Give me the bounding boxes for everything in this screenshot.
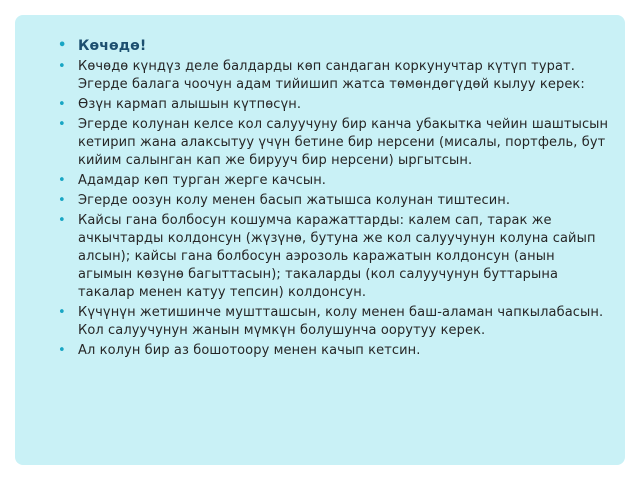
bullet-icon: •	[58, 117, 66, 132]
title-text: Көчөдө!	[78, 38, 147, 54]
bullet-icon: •	[58, 59, 66, 74]
list-item	[53, 304, 613, 340]
list-item	[53, 342, 613, 360]
bullet-icon: •	[58, 38, 67, 53]
bullet-icon: •	[58, 213, 66, 228]
list-item-text: Кайсы гана болбосун кошумча каражаттарды: калем сап, тарак же ачкычтарды колдонсун (жүзүнө, бутуна же кол салуучунун колуна сайып алсын); кайсы гана болбосун аэрозоль каражатын колдонсун (анын агымын көзүнө багыттасын); такаларды (кол салуучунун буттарына такалар менен катуу тепсин) колдонсун.	[78, 213, 596, 300]
list-item	[53, 58, 613, 94]
bullet-list	[53, 37, 613, 362]
bullet-icon: •	[58, 97, 66, 112]
list-item	[53, 96, 613, 114]
list-item-text: Адамдар көп турган жерге качсын.	[78, 173, 327, 188]
slide	[15, 15, 625, 465]
list-item	[53, 116, 613, 170]
list-item-text: Күчүнүн жетишинче муштташсын, колу менен баш-аламан чапкылабасын. Кол салуучунун жанын мүмкүн болушунча оорутуу керек.	[78, 305, 604, 338]
list-item-text: Эгерде колунан келсе кол салуучуну бир канча убакытка чейин шаштысын кетирип жана алаксытуу үчүн бетине бир нерсени (мисалы, портфель, бут кийим салынган кап же бирууч бир нерсени) ыргытсын.	[78, 117, 609, 168]
list-item-text: Өзүн кармап алышын күтпөсүн.	[78, 97, 302, 112]
bullet-icon: •	[58, 173, 66, 188]
list-item	[53, 192, 613, 210]
bullet-icon: •	[58, 305, 66, 320]
bullet-icon: •	[58, 343, 66, 358]
list-item	[53, 212, 613, 302]
list-item-text: Көчөдө күндүз деле балдарды көп сандаган коркунучтар күтүп турат. Эгерде балага чоочун адам тийишип жатса төмөндөгүдөй кылуу керек:	[78, 59, 585, 92]
list-item-text: Ал колун бир аз бошотоору менен качып кетсин.	[78, 343, 421, 358]
bullet-icon: •	[58, 193, 66, 208]
list-item-text: Эгерде оозун колу менен басып жатышса колунан тиштесин.	[78, 193, 511, 208]
slide-title	[53, 37, 613, 55]
list-item	[53, 172, 613, 190]
